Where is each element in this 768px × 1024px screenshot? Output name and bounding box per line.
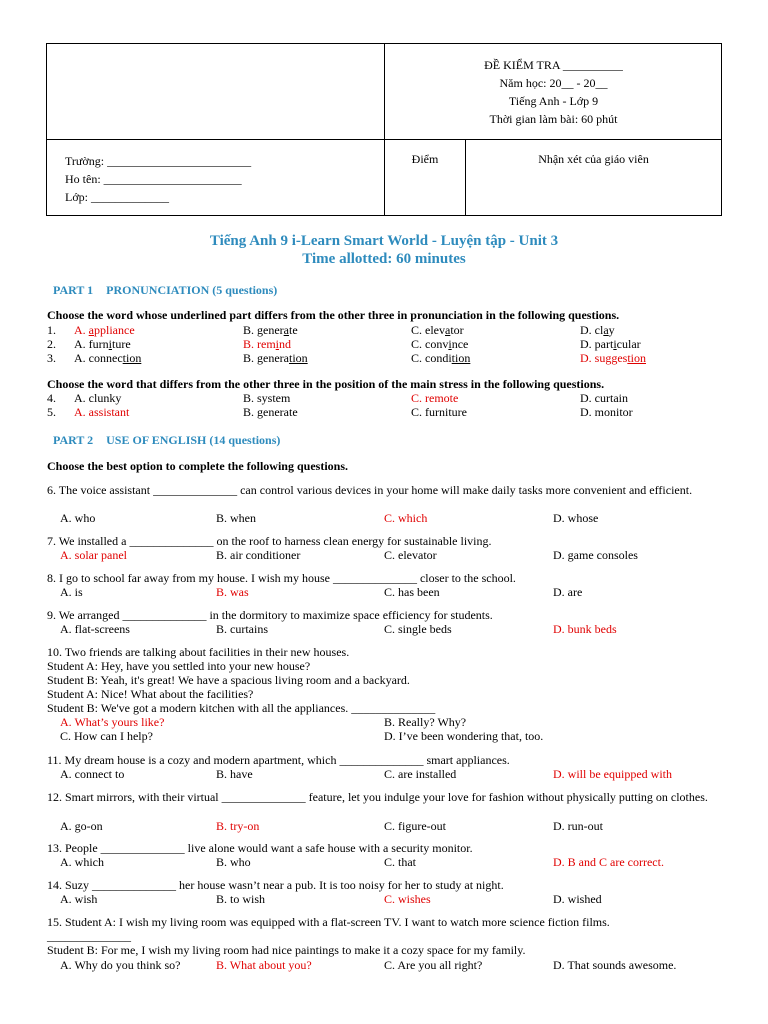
subject: Tiếng Anh - Lớp 9 [508,94,599,108]
option-a: A. who [60,511,96,525]
option-c: C. How can I help? [60,729,153,743]
question-text: 8. I go to school far away from my house. I wish my house ______________ closer to the school. [47,571,516,585]
test-info [385,56,722,128]
option-d: D. whose [553,511,599,525]
option-b: B. to wish [216,892,266,906]
option-b: B. generate [243,405,298,419]
dialogue-line: 15. Student A: I wish my living room was equipped with a flat-screen TV. I want to watch more science fiction films. [47,915,610,929]
option-b: B. generate [243,323,298,337]
option-a: A. What’s yours like? [60,715,165,729]
question-text: 13. People ______________ live alone would want a safe house with a security monitor. [47,841,473,855]
options-row [60,855,740,870]
option-d: D. suggestion [580,351,647,365]
options-row [60,958,740,973]
instruction: Choose the best option to complete the following questions. [47,459,349,473]
question-text: 14. Suzy ______________ her house wasn’t near a pub. It is too noisy for her to study at night. [47,878,504,892]
dialogue-line: Student A: Hey, have you settled into your new house? [47,659,311,673]
name-field: Ho tên: _______________________ [65,172,242,186]
options-row [60,548,740,563]
score-label: Điểm [411,152,439,166]
option-d: D. That sounds awesome. [553,958,677,972]
part-label: PART 1 [53,283,94,297]
option-c: C. which [384,511,428,525]
question-number: 1. [47,323,56,337]
option-b: B. Really? Why? [384,715,467,729]
dialogue-line: Student B: For me, I wish my living room had nice paintings to make it a cozy space for my family. [47,943,526,957]
option-a: A. solar panel [60,548,127,562]
option-a: A. is [60,585,83,599]
student-info [65,152,251,206]
option-b: B. who [216,855,251,869]
dialogue-line: ______________ [47,929,131,943]
dialogue-line: Student A: Nice! What about the facilities? [47,687,254,701]
question-row [47,351,727,366]
option-a: A. flat-screens [60,622,130,636]
option-a: A. assistant [74,405,130,419]
time-limit: Thời gian làm bài: 60 phút [489,112,618,126]
option-a: A. which [60,855,104,869]
option-b: B. generation [243,351,308,365]
option-a: A. appliance [74,323,135,337]
option-b: B. air conditioner [216,548,301,562]
question-row [47,323,727,338]
option-d: D. clay [580,323,615,337]
class-field: Lớp: _____________ [65,190,170,204]
option-d: D. particular [580,337,641,351]
option-d: D. curtain [580,391,628,405]
option-d: D. wished [553,892,602,906]
option-c: C. are installed [384,767,457,781]
question-row [47,391,727,406]
option-b: B. was [216,585,249,599]
part-label: PART 2 [53,433,94,447]
question-text: 9. We arranged ______________ in the dormitory to maximize space efficiency for students. [47,608,493,622]
option-c: C. elevator [384,548,437,562]
option-d: D. monitor [580,405,633,419]
option-d: D. are [553,585,583,599]
question-number: 3. [47,351,56,365]
option-b: B. What about you? [216,958,312,972]
option-d: D. bunk beds [553,622,617,636]
option-b: B. curtains [216,622,268,636]
part2-heading [53,433,280,448]
option-d: D. I’ve been wondering that, too. [384,729,544,743]
option-a: A. wish [60,892,98,906]
table-divider [47,139,721,140]
option-d: D. will be equipped with [553,767,672,781]
option-c: C. figure-out [384,819,446,833]
option-a: A. connection [74,351,142,365]
option-d: D. B and C are correct. [553,855,664,869]
dialogue-line: 10. Two friends are talking about facilities in their new houses. [47,645,350,659]
option-b: B. remind [243,337,292,351]
question-text: 11. My dream house is a cozy and modern apartment, which ______________ smart appliances. [47,753,510,767]
question-dialogue [47,915,727,957]
option-c: C. that [384,855,416,869]
option-b: B. have [216,767,253,781]
test-label: ĐỀ KIỂM TRA __________ [484,58,623,72]
page-title: Tiếng Anh 9 i-Learn Smart World - Luyện tập - Unit 3 [209,233,559,249]
option-c: C. elevator [411,323,464,337]
option-c: C. remote [411,391,459,405]
part-title: USE OF ENGLISH (14 questions) [106,433,281,447]
table-divider [465,139,466,215]
dialogue-line: Student B: We've got a modern kitchen with all the appliances. ______________ [47,701,436,715]
question-row [47,337,727,352]
option-c: C. has been [384,585,440,599]
option-a: A. clunky [74,391,122,405]
options-row [60,622,740,637]
options-row [60,511,740,526]
options-row [60,819,740,834]
question-number: 4. [47,391,56,405]
question-row [47,405,727,420]
options-row [60,585,740,600]
question-number: 2. [47,337,56,351]
part1-heading [53,283,277,298]
question-dialogue [47,645,727,715]
option-c: C. single beds [384,622,452,636]
option-a: A. Why do you think so? [60,958,181,972]
option-a: A. furniture [74,337,131,351]
comment-label: Nhận xét của giáo viên [538,152,649,166]
question-text: 12. Smart mirrors, with their virtual ______________ feature, let you indulge your love for fashion without physically putting on clothes. [47,790,708,804]
option-b: B. when [216,511,256,525]
question-number: 5. [47,405,56,419]
page-subtitle: Time allotted: 60 minutes [302,251,466,267]
part-title: PRONUNCIATION (5 questions) [106,283,278,297]
option-c: C. condition [411,351,471,365]
instruction: Choose the word that differs from the other three in the position of the main stress in the following questions. [47,377,605,391]
instruction: Choose the word whose underlined part differs from the other three in pronunciation in the following questions. [47,308,620,322]
dialogue-line: Student B: Yeah, it's great! We have a spacious living room and a backyard. [47,673,410,687]
question-text: 7. We installed a ______________ on the roof to harness clean energy for sustainable living. [47,534,492,548]
options-row [60,767,740,782]
question-text: 6. The voice assistant ______________ can control various devices in your home will make daily tasks more convenient and efficient. [47,483,693,497]
options-row [60,715,740,730]
option-d: D. run-out [553,819,603,833]
school-field: Trường: ________________________ [65,154,252,168]
option-a: A. connect to [60,767,125,781]
option-d: D. game consoles [553,548,638,562]
header-table [46,43,722,216]
option-a: A. go-on [60,819,103,833]
option-b: B. try-on [216,819,260,833]
option-c: C. furniture [411,405,467,419]
option-c: C. Are you all right? [384,958,483,972]
option-c: C. convince [411,337,469,351]
option-c: C. wishes [384,892,431,906]
options-row [60,729,740,744]
option-b: B. system [243,391,291,405]
school-year: Năm học: 20__ - 20__ [499,76,608,90]
options-row [60,892,740,907]
